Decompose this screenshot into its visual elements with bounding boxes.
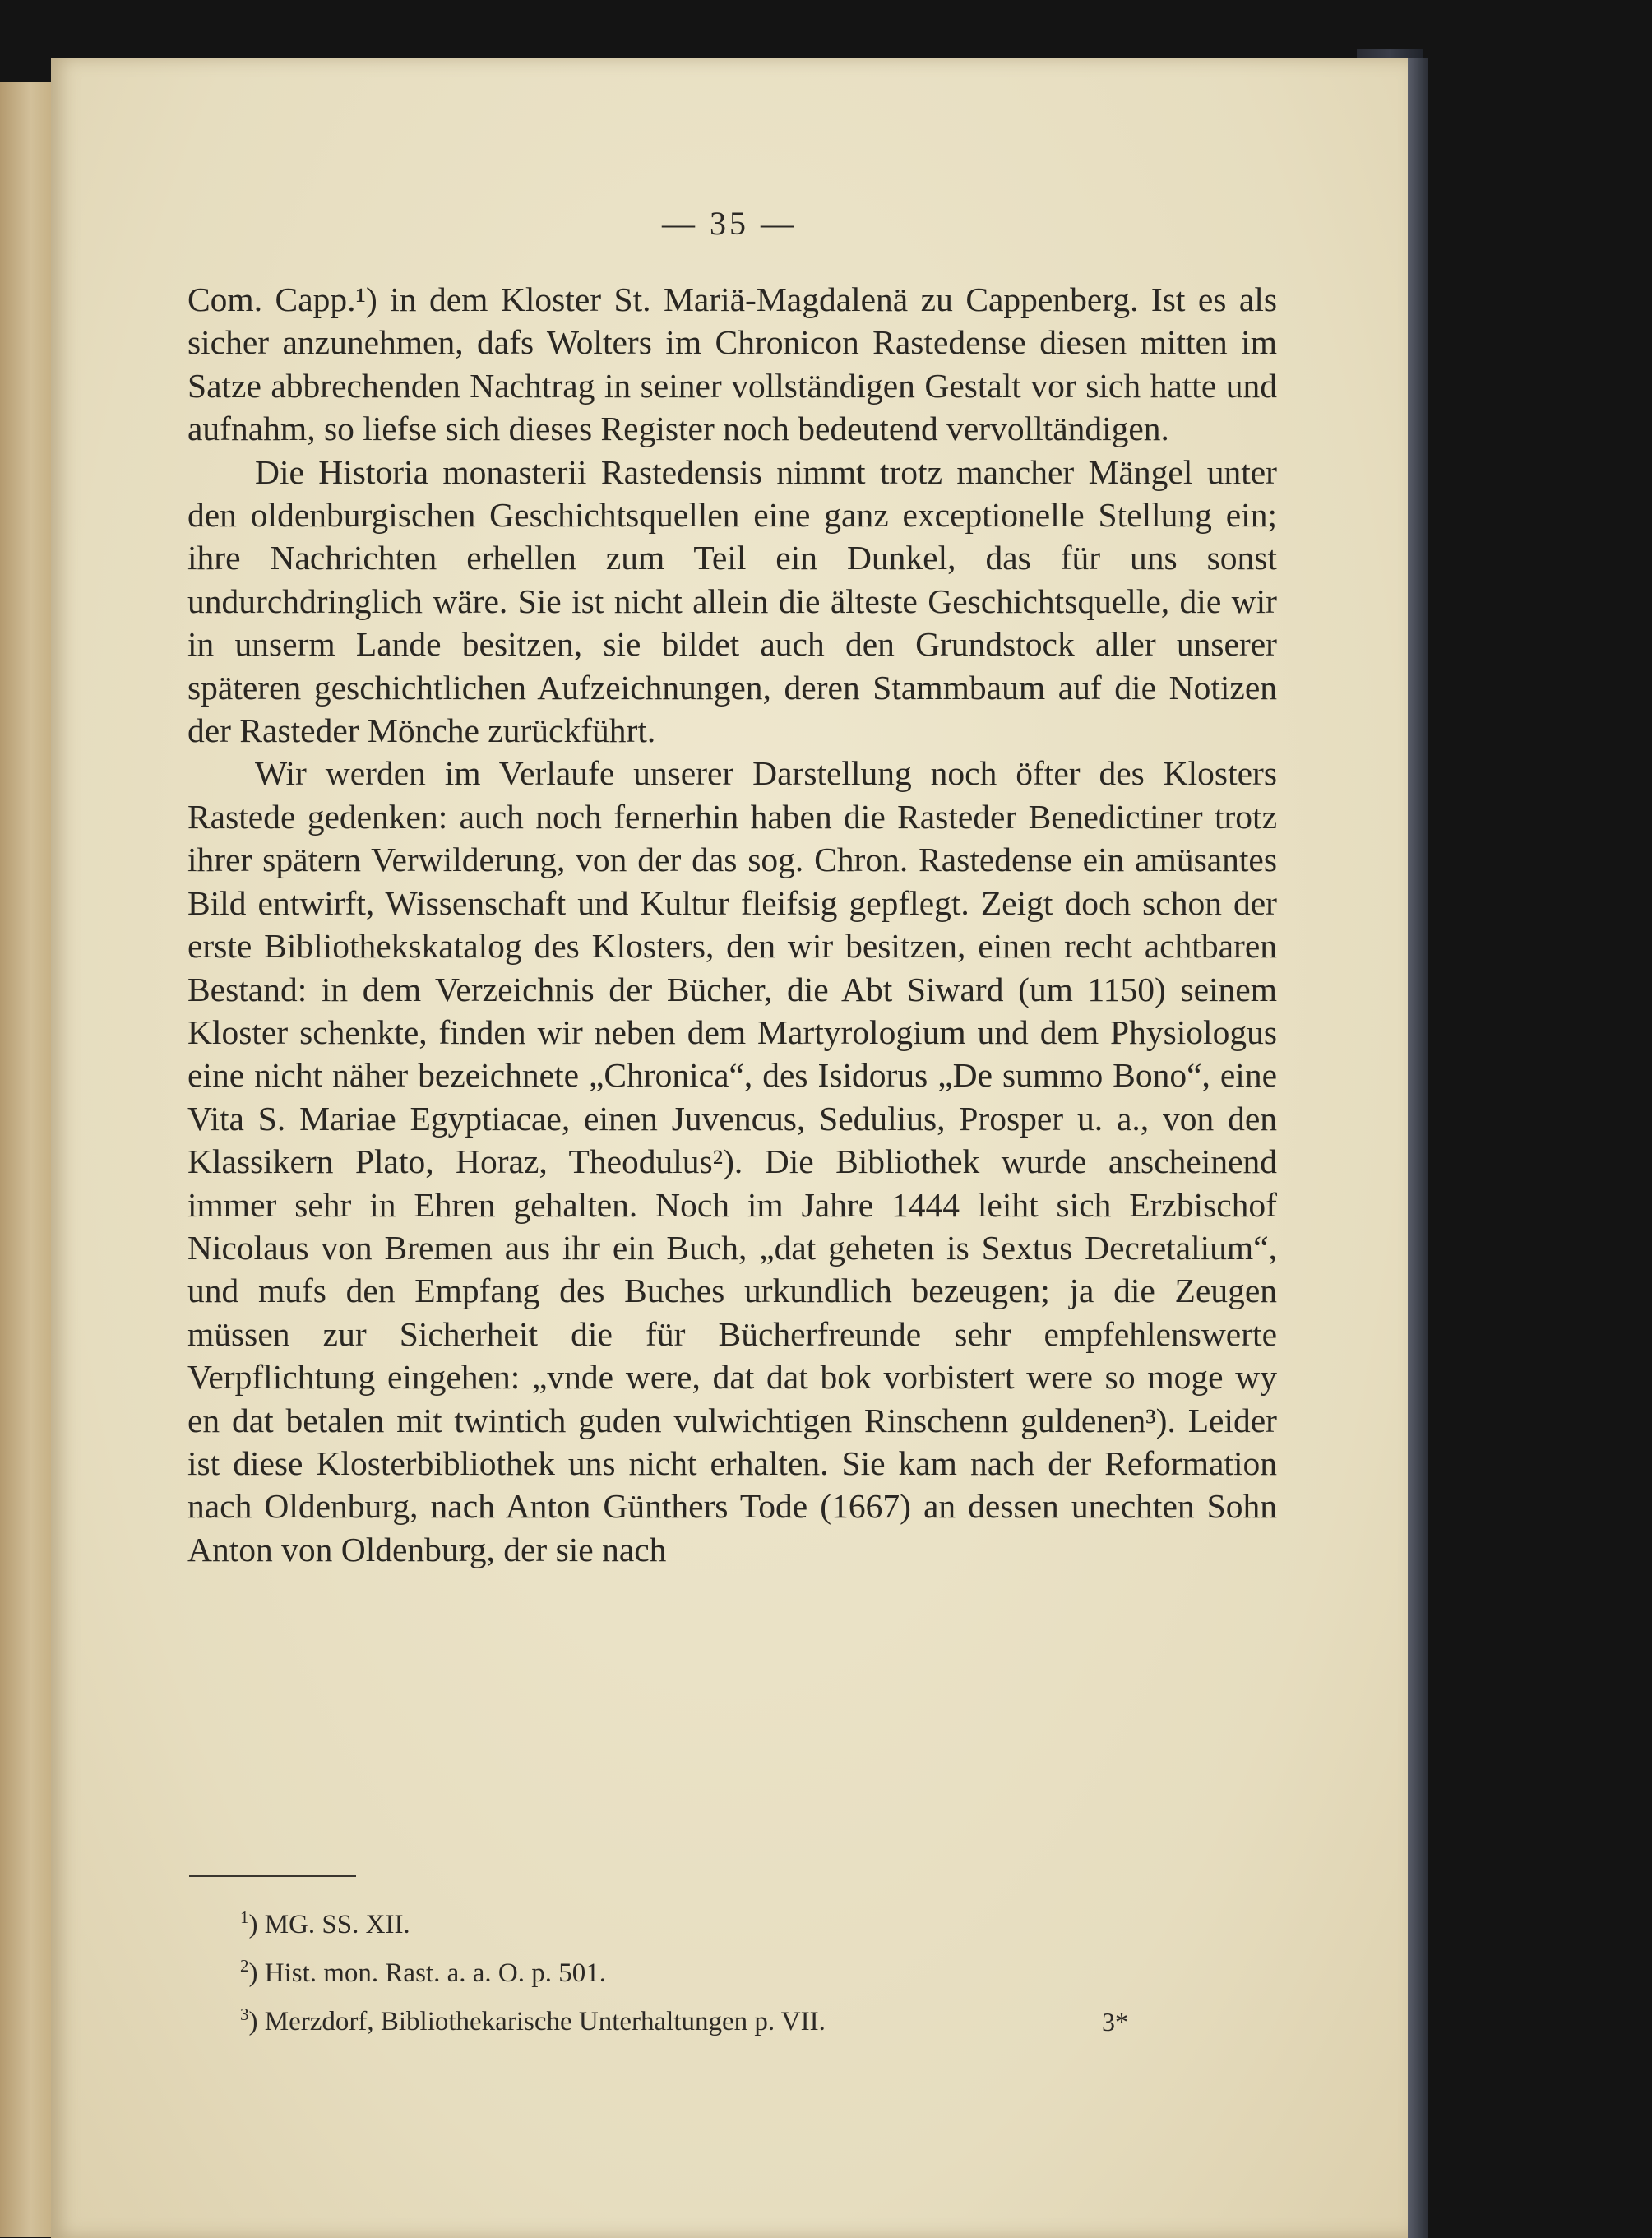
footnote-mark: 3 <box>240 2004 249 2024</box>
book-page <box>51 58 1408 2238</box>
paragraph-3: Wir werden im Verlaufe unserer Darstellung noch öfter des Klosters Rastede gedenken: auch noch fernerhin haben die Rasteder Benedictiner trotz ihrer spätern Verwilderung, von der das sog. Chron. Rastedense ein amüsantes Bild entwirft, Wissenschaft und Kultur fleifsig gepflegt. Zeigt doch schon der erste Bibliothekskatalog des Klosters, den wir besitzen, einen recht achtbaren Bestand: in dem Verzeichnis der Bücher, die Abt Siward (um 1150) seinem Kloster schenkte, finden wir neben dem Martyrologium und dem Physiologus eine nicht näher bezeichnete „Chronica“, des Isidorus „De summo Bono“, eine Vita S. Mariae Egyptiacae, einen Juvencus, Sedulius, Prosper u. a., von den Klassikern Plato, Horaz, Theodulus²). Die Bibliothek wurde anscheinend immer sehr in Ehren gehalten. Noch im Jahre 1444 leiht sich Erzbischof Nicolaus von Bremen aus ihr ein Buch, „dat geheten is Sextus Decretalium“, und mufs den Empfang des Buches urkundlich bezeugen; ja die Zeugen müssen zur Sicherheit die für Bücherfreunde sehr empfehlenswerte Verpflichtung eingehen: „vnde were, dat dat bok vorbistert were so moge wy en dat betalen mit twintich guden vulwichtigen Rinschenn guldenen³). Leider ist diese Klosterbibliothek uns nicht erhalten. Sie kam nach der Reformation nach Oldenburg, nach Anton Günthers Tode (1667) an dessen unechten Sohn Anton von Oldenburg, der sie nach <box>187 754 1277 1568</box>
footnote-text: ) Hist. mon. Rast. a. a. O. p. 501. <box>248 1958 606 1988</box>
footnote-2 <box>240 1945 1153 1994</box>
facing-page-edge <box>0 82 51 2237</box>
paragraph-1: Com. Capp.¹) in dem Kloster St. Mariä-Magdalenä zu Cappenberg. Ist es als sicher anzunehmen, dafs Wolters im Chronicon Rastedense diesen mitten im Satze abbrechenden Nachtrag in seiner vollständigen Gestalt vor sich hatte und aufnahm, so liefse sich dieses Register noch bedeutend vervolltändigen. <box>187 280 1277 448</box>
footnote-rule <box>189 1875 356 1877</box>
footnote-text: ) Merzdorf, Bibliothekarische Unterhaltungen p. VII. <box>248 2007 826 2036</box>
footnote-mark: 2 <box>240 1956 249 1976</box>
signature-mark: 3* <box>1102 2007 1128 2036</box>
footnote-mark: 1 <box>240 1907 249 1927</box>
body-text <box>187 278 1277 1571</box>
footnotes <box>240 1897 1153 2042</box>
page-edge <box>1408 58 1428 2238</box>
footnote-3 <box>240 1994 1153 2042</box>
footnote-1 <box>240 1897 1153 1945</box>
footnote-text: ) MG. SS. XII. <box>248 1910 410 1939</box>
paragraph-2: Die Historia monasterii Rastedensis nimmt trotz mancher Mängel unter den oldenburgischen Geschichtsquellen eine ganz exceptionelle Stellung ein; ihre Nachrichten erhellen zum Teil ein Dunkel, das für uns sonst undurchdringlich wäre. Sie ist nicht allein die älteste Geschichtsquelle, die wir in unserm Lande besitzen, sie bildet auch den Grundstock aller unserer späteren geschichtlichen Aufzeichnungen, deren Stammbaum auf die Notizen der Rasteder Mönche zurückführt. <box>187 452 1277 750</box>
page-number: — 35 — <box>662 205 797 242</box>
